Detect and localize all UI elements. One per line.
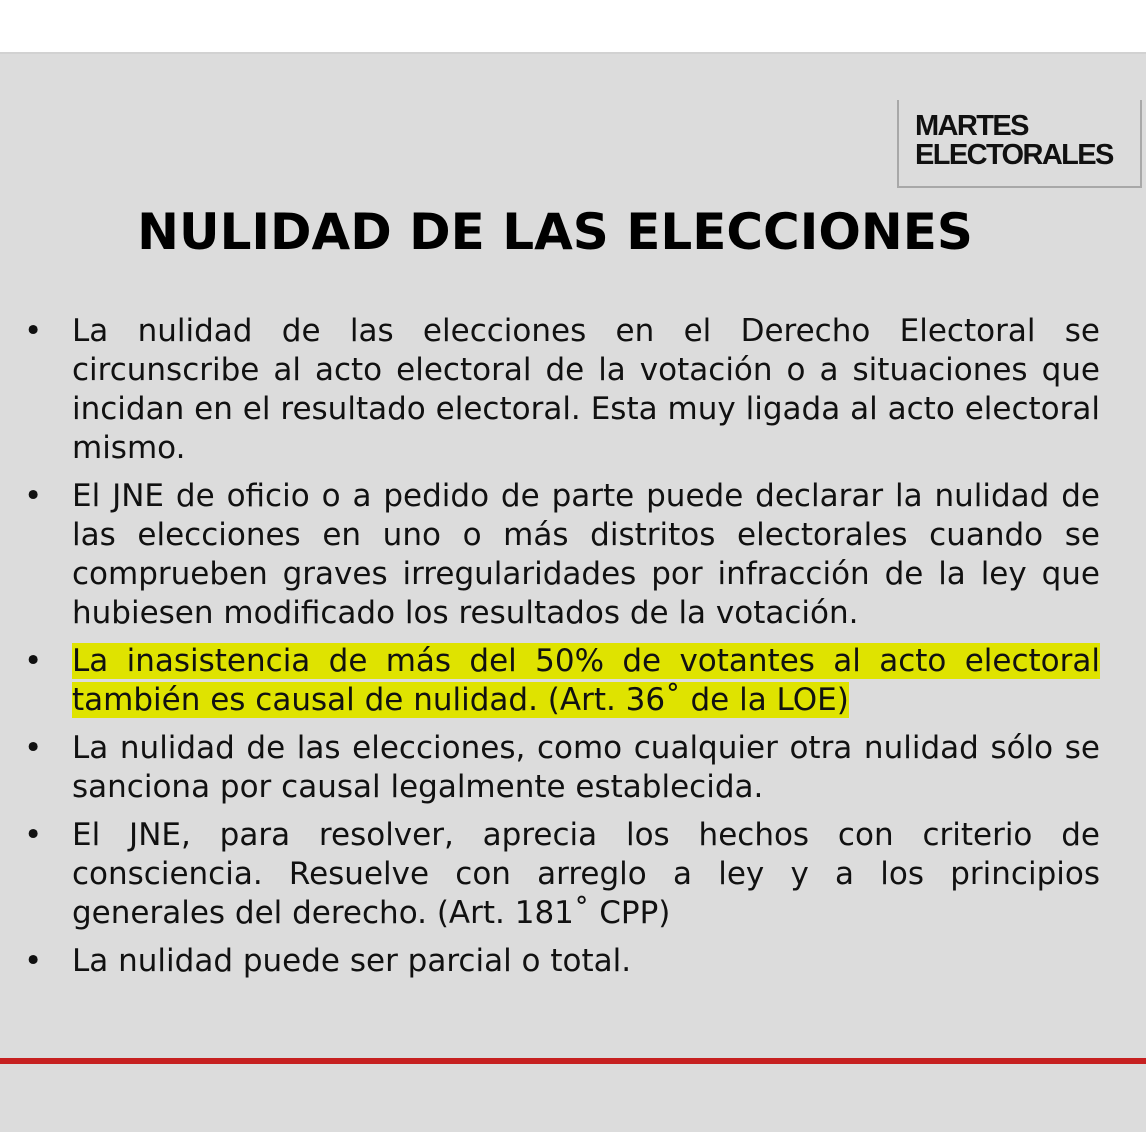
- top-margin: [0, 0, 1146, 52]
- footer-red-rule: [0, 1058, 1146, 1064]
- bullet-dot-icon: •: [24, 730, 43, 766]
- bullet-list: [20, 312, 1100, 990]
- bullet-item-3-highlighted: [20, 642, 1100, 720]
- bottom-margin: [0, 1132, 1146, 1146]
- bullet-dot-icon: •: [24, 943, 43, 979]
- bullet-text: La nulidad puede ser parcial o total.: [72, 943, 632, 979]
- bullet-text: La nulidad de las elecciones en el Derecho Electoral se circunscribe al acto electoral de la votación o a situaciones que incidan en el resultado electoral. Esta muy ligada al acto electoral mismo.: [72, 313, 1100, 466]
- bullet-text-highlighted: La inasistencia de más del 50% de votantes al acto electoral también es causal de nulidad. (Art. 36˚ de la LOE): [72, 643, 1100, 718]
- logo-text: [915, 112, 1113, 170]
- bullet-dot-icon: •: [24, 313, 43, 349]
- bullet-item-2: [20, 477, 1100, 633]
- bullet-dot-icon: •: [24, 478, 43, 514]
- bullet-item-1: [20, 312, 1100, 468]
- bullet-dot-icon: •: [24, 643, 43, 679]
- bullet-item-4: [20, 729, 1100, 807]
- bullet-item-6: [20, 942, 1100, 981]
- bullet-text: El JNE, para resolver, aprecia los hechos con criterio de consciencia. Resuelve con arreglo a ley y a los principios generales del derecho. (Art. 181˚ CPP): [72, 817, 1100, 931]
- logo-line-2: ELECTORALES: [915, 139, 1113, 171]
- martes-electorales-logo: [897, 100, 1142, 188]
- bullet-text: La nulidad de las elecciones, como cualquier otra nulidad sólo se sanciona por causal legalmente establecida.: [72, 730, 1100, 805]
- slide-title: NULIDAD DE LAS ELECCIONES: [137, 203, 973, 261]
- bullet-text: El JNE de oficio o a pedido de parte puede declarar la nulidad de las elecciones en uno o más distritos electorales cuando se comprueben graves irregularidades por infracción de la ley que hubiesen modificado los resultados de la votación.: [72, 478, 1100, 631]
- bullet-dot-icon: •: [24, 817, 43, 853]
- bullet-item-5: [20, 816, 1100, 933]
- logo-line-1: MARTES: [915, 110, 1028, 142]
